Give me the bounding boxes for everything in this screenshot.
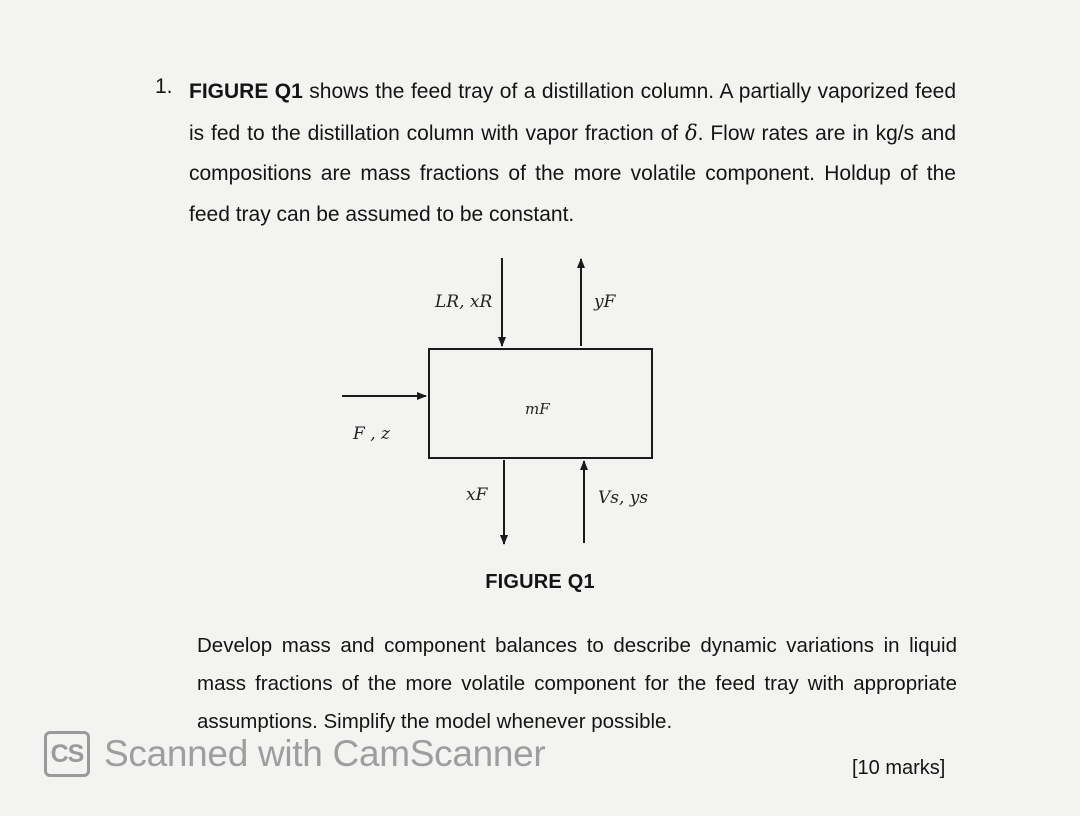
label-feed: F , z — [353, 424, 390, 444]
task-paragraph — [197, 627, 957, 741]
question-number: 1. — [155, 75, 173, 98]
figure-caption: FIGURE Q1 — [485, 571, 595, 593]
camscanner-watermark — [44, 730, 545, 778]
label-holdup: mF — [525, 400, 550, 418]
label-reflux: LR, xR — [435, 292, 493, 312]
figure-reference: FIGURE Q1 — [189, 80, 303, 103]
label-liquid-out: xF — [466, 485, 488, 505]
question-text-2: . Flow rates are in kg/s and compositions are mass fractions of the more volatile component. Holdup of the feed tray can be assumed to be constant. — [189, 121, 956, 226]
task-text: Develop mass and component balances to describe dynamic variations in liquid mass fractions of the more volatile component for the feed tray with appropriate assumptions. Simplify the model whenever possible. — [197, 634, 957, 733]
camscanner-logo-icon: CS — [44, 731, 90, 777]
vapor-fraction-symbol: δ — [684, 120, 698, 145]
question-text-1: shows the feed tray of a distillation column. A partially vaporized feed is fed to the distillation column with vapor fraction of — [189, 80, 956, 145]
label-vapor-in: Vs, ys — [598, 488, 649, 508]
watermark-text: Scanned with CamScanner — [104, 733, 546, 774]
label-vapor-out: yF — [594, 292, 616, 312]
marks-label: [10 marks] — [852, 757, 946, 779]
